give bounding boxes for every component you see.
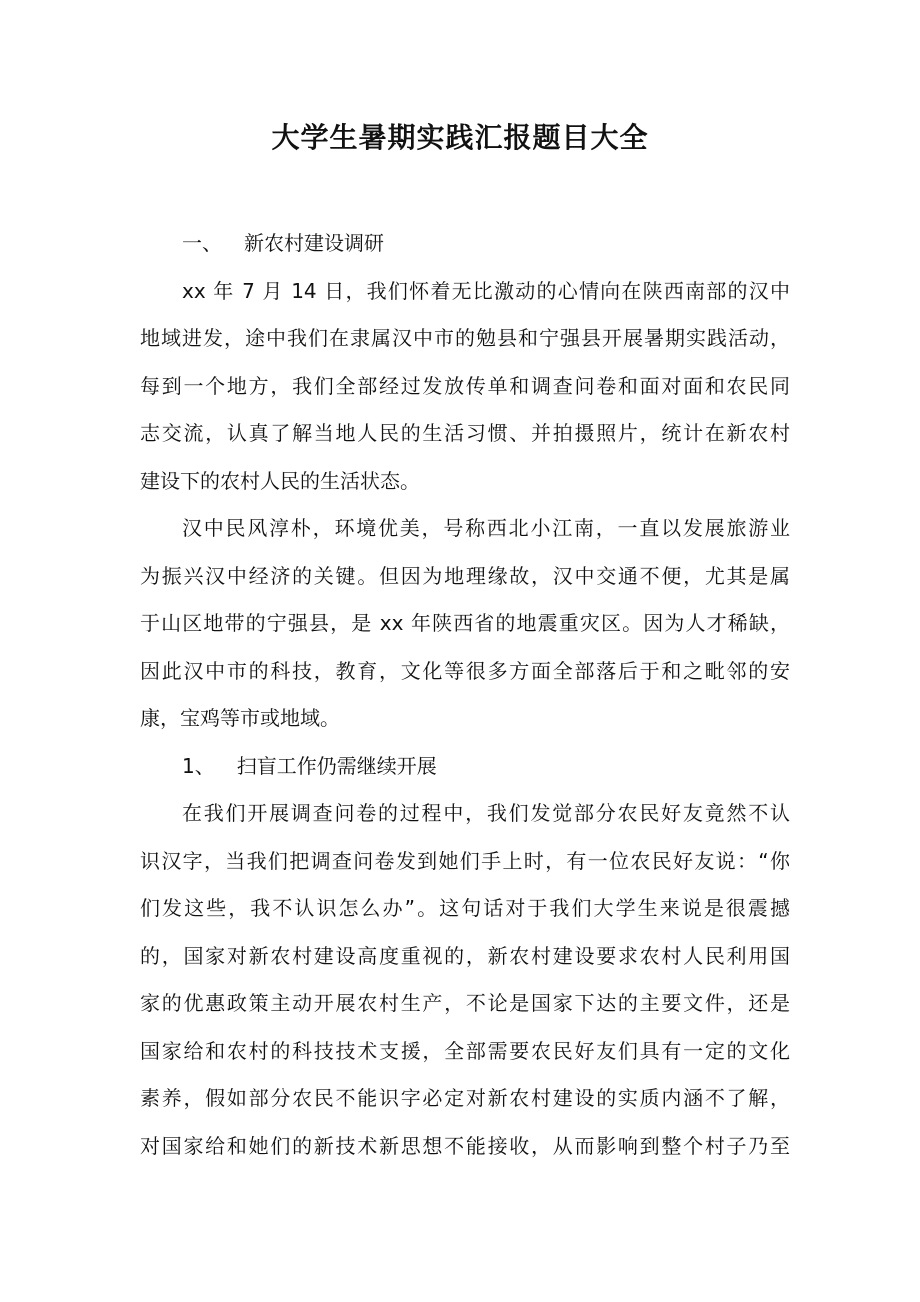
- text-line: 因此汉中市的科技，教育，文化等很多方面全部落后于和之毗邻的安: [140, 658, 790, 683]
- text-line: 为振兴汉中经济的关键。但因为地理缘故，汉中交通不便，尤其是属: [140, 563, 790, 588]
- paragraph-3: [140, 790, 790, 1170]
- paragraph-2: [140, 505, 790, 743]
- text-line: 素养，假如部分农民不能识字必定对新农村建设的实质内涵不了解，: [140, 1086, 790, 1110]
- paragraph-1: [140, 268, 790, 506]
- text-line: 家的优惠政策主动开展农村生产，不论是国家下达的主要文件，还是: [140, 991, 790, 1015]
- text-line: 志交流，认真了解当地人民的生活习惯、并拍摄照片，统计在新农村: [140, 421, 790, 445]
- text-line: 识汉字，当我们把调查问卷发到她们手上时，有一位农民好友说：“你: [140, 848, 790, 873]
- section-heading: [140, 220, 790, 268]
- text-line: 每到一个地方，我们全部经过发放传单和调查问卷和面对面和农民同: [140, 373, 790, 398]
- subsection-heading: [140, 743, 790, 791]
- text-line: 于山区地带的宁强县，是 xx 年陕西省的地震重灾区。因为人才稀缺，: [140, 611, 790, 635]
- text-line: 国家给和农村的科技技术支援，全部需要农民好友们具有一定的文化: [140, 1038, 790, 1063]
- text-line: 建设下的农村人民的生活状态。: [140, 468, 420, 493]
- text-line: 在我们开展调查问卷的过程中，我们发觉部分农民好友竟然不认: [182, 801, 790, 825]
- text-line: 对国家给和她们的新技术新思想不能接收，从而影响到整个村子乃至: [140, 1133, 790, 1158]
- text-line: 汉中民风淳朴，环境优美，号称西北小江南，一直以发展旅游业: [182, 516, 790, 540]
- document-title: 大学生暑期实践汇报题目大全: [271, 121, 649, 154]
- subsection-title: 扫盲工作仍需继续开展: [236, 753, 437, 778]
- section-title: 新农村建设调研: [244, 231, 384, 255]
- text-line: 们发这些，我不认识怎么办”。这句话对于我们大学生来说是很震撼: [140, 896, 790, 920]
- subsection-number: 1、: [182, 753, 215, 778]
- text-line: 地域进发，途中我们在隶属汉中市的勉县和宁强县开展暑期实践活动，: [140, 326, 790, 350]
- document-body: [140, 220, 790, 1170]
- text-line: 的，国家对新农村建设高度重视的，新农村建设要求农村人民利用国: [140, 943, 790, 968]
- text-line: 康，宝鸡等市或地域。: [140, 706, 340, 730]
- section-number: 一、: [182, 231, 222, 255]
- text-line: xx 年 7 月 14 日，我们怀着无比激动的心情向在陕西南部的汉中: [182, 278, 790, 303]
